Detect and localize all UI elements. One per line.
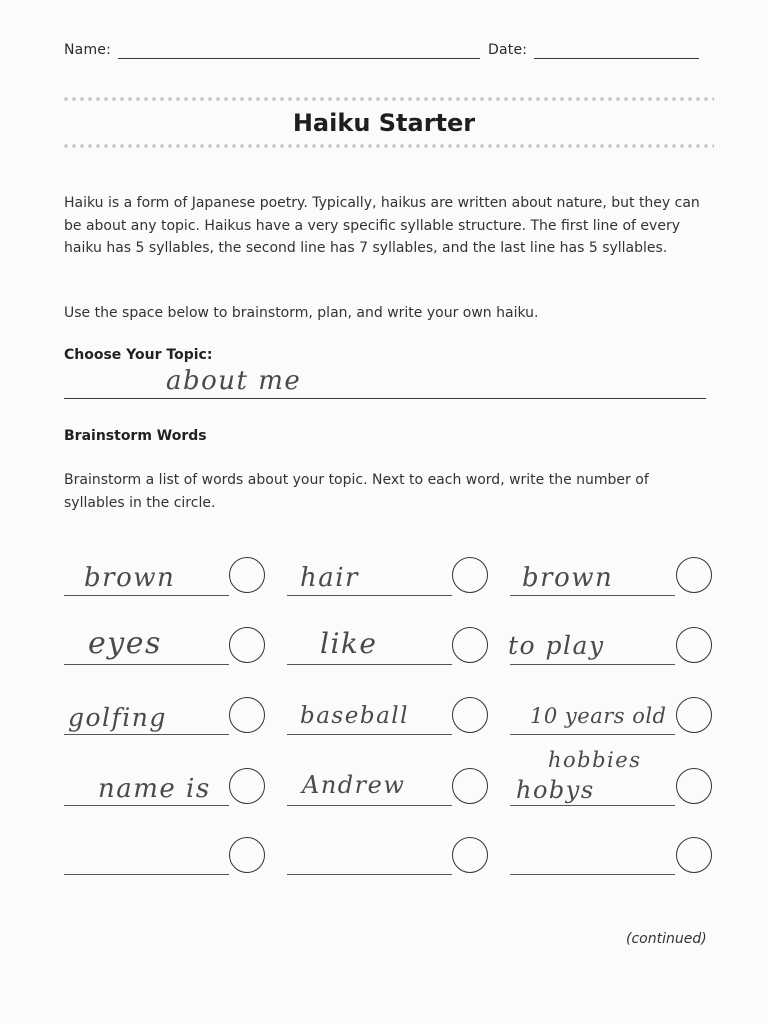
word-9: 10 years old xyxy=(530,704,667,728)
date-field-line[interactable] xyxy=(534,58,699,59)
word-8: baseball xyxy=(300,703,409,729)
syllable-circle[interactable] xyxy=(676,768,712,804)
page-title: Haiku Starter xyxy=(292,109,476,137)
word-4: eyes xyxy=(88,626,162,661)
word-line[interactable] xyxy=(64,664,229,665)
word-12: hobys xyxy=(516,776,595,804)
name-label: Name: xyxy=(64,42,112,58)
syllable-circle[interactable] xyxy=(452,627,488,663)
top-dotted-divider xyxy=(62,96,714,102)
word-11: Andrew xyxy=(302,771,406,799)
syllable-circle[interactable] xyxy=(229,697,265,733)
syllable-circle[interactable] xyxy=(452,557,488,593)
word-2: hair xyxy=(300,563,359,593)
syllable-circle[interactable] xyxy=(452,837,488,873)
syllable-circle[interactable] xyxy=(229,627,265,663)
word-line[interactable] xyxy=(510,734,675,735)
word-line[interactable] xyxy=(64,805,229,806)
bottom-dotted-divider xyxy=(62,143,714,149)
word-1: brown xyxy=(84,563,176,593)
word-3: brown xyxy=(522,563,614,593)
word-line[interactable] xyxy=(287,805,452,806)
word-line[interactable] xyxy=(64,595,229,596)
date-label: Date: xyxy=(488,42,528,58)
syllable-circle[interactable] xyxy=(452,697,488,733)
word-line[interactable] xyxy=(287,595,452,596)
name-field-line[interactable] xyxy=(118,58,480,59)
word-10: name is xyxy=(98,774,211,804)
word-6: to play xyxy=(508,631,605,660)
word-line[interactable] xyxy=(64,734,229,735)
instruction-paragraph: Use the space below to brainstorm, plan, and write your own haiku. xyxy=(64,305,539,321)
continued-note: (continued) xyxy=(626,931,707,947)
syllable-circle[interactable] xyxy=(229,557,265,593)
word-line[interactable] xyxy=(287,734,452,735)
topic-heading: Choose Your Topic: xyxy=(64,347,213,363)
word-line[interactable] xyxy=(287,664,452,665)
word-line[interactable] xyxy=(510,874,675,875)
brainstorm-instruction: Brainstorm a list of words about your topic. Next to each word, write the number of syllables in the circle. xyxy=(64,472,649,511)
word-line[interactable] xyxy=(64,874,229,875)
syllable-circle[interactable] xyxy=(676,627,712,663)
syllable-circle[interactable] xyxy=(229,837,265,873)
word-correction: hobbies xyxy=(548,748,642,772)
brainstorm-heading: Brainstorm Words xyxy=(64,428,207,444)
word-line[interactable] xyxy=(510,805,675,806)
syllable-circle[interactable] xyxy=(452,768,488,804)
syllable-circle[interactable] xyxy=(676,697,712,733)
topic-answer: about me xyxy=(166,366,302,396)
word-line[interactable] xyxy=(510,664,675,665)
syllable-circle[interactable] xyxy=(229,768,265,804)
word-line[interactable] xyxy=(287,874,452,875)
word-5: like xyxy=(320,627,378,660)
word-7: golfing xyxy=(68,703,167,732)
topic-answer-line[interactable] xyxy=(64,398,706,399)
intro-paragraph: Haiku is a form of Japanese poetry. Typically, haikus are written about nature, but they can be about any topic. Haikus have a very specific syllable structure. The first line of every haiku has 5 syllables, the second line has 7 syllables, and the last line has 5 syllables. xyxy=(64,195,700,256)
syllable-circle[interactable] xyxy=(676,837,712,873)
syllable-circle[interactable] xyxy=(676,557,712,593)
word-line[interactable] xyxy=(510,595,675,596)
